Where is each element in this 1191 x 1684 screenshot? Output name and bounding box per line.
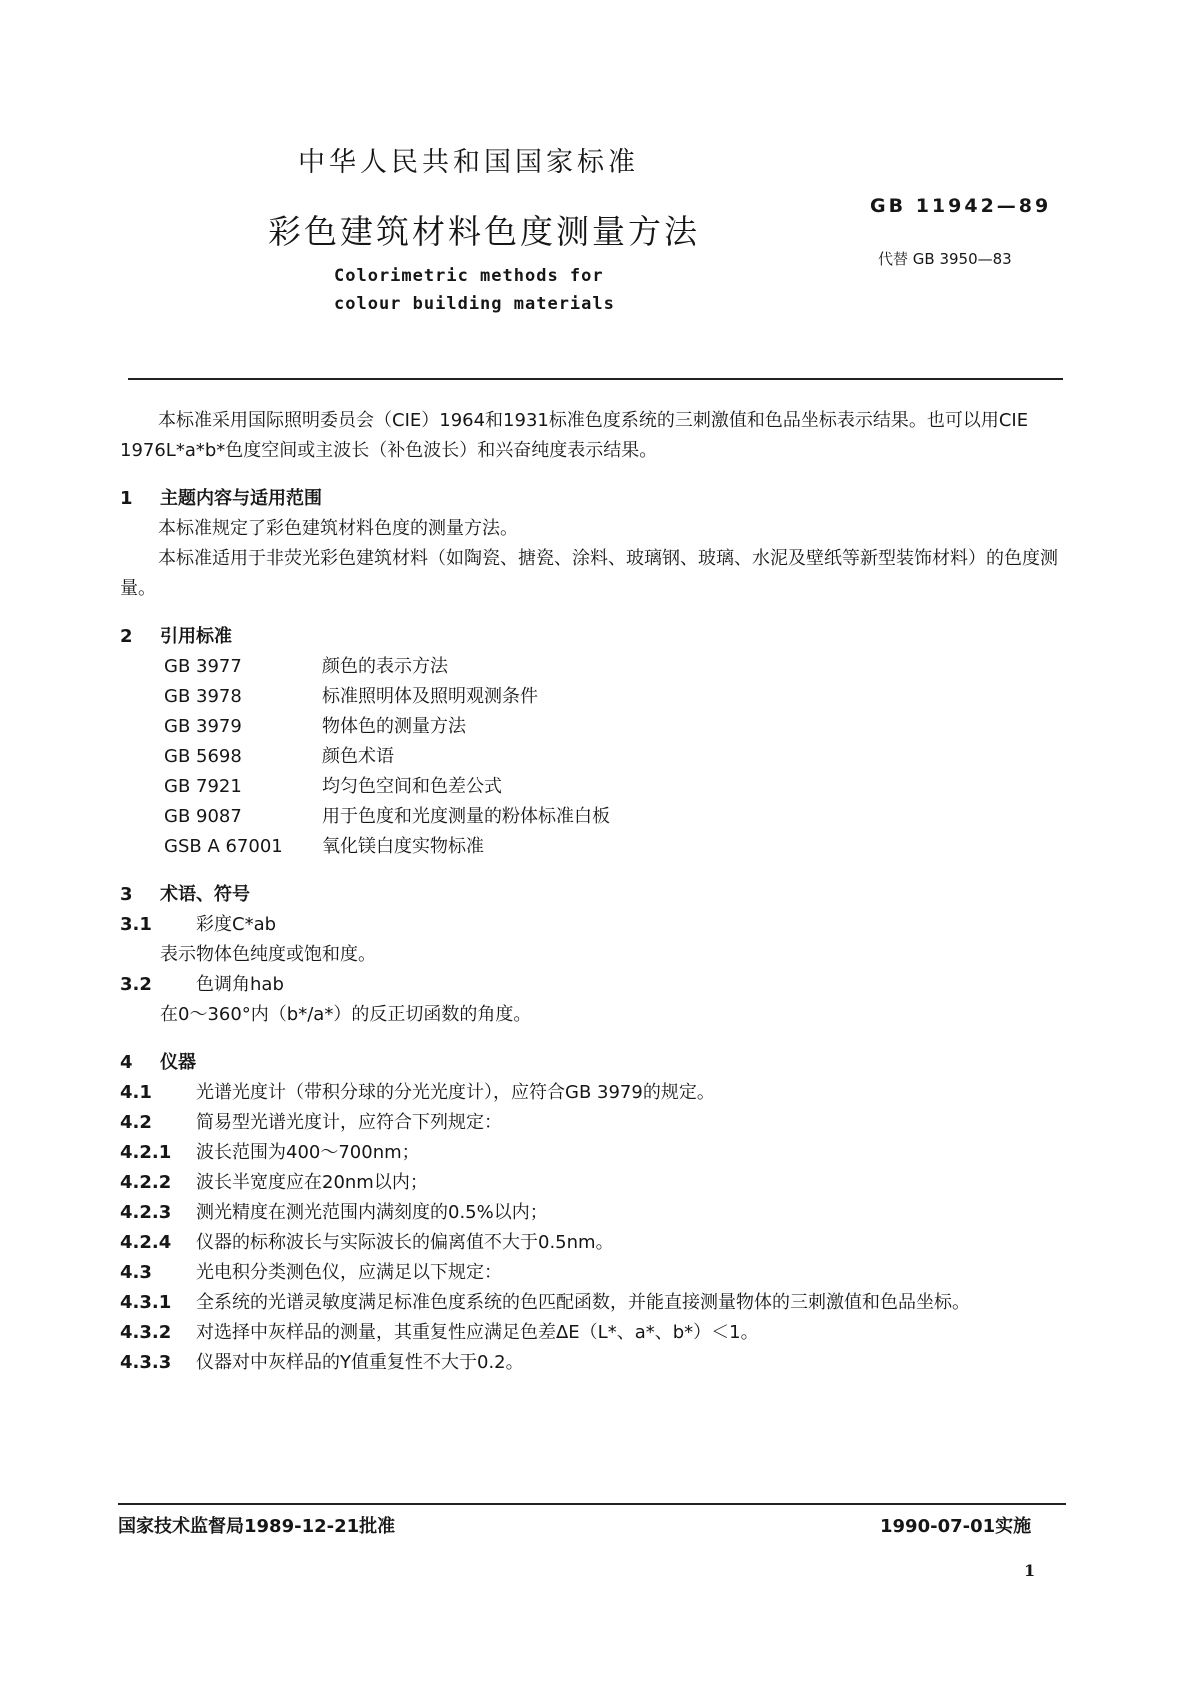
clause-number: 4.3 [120,1262,152,1283]
reference-code: GSB A 67001 [164,836,283,857]
clause-number: 3.2 [120,974,152,995]
reference-code: GB 7921 [164,776,242,797]
reference-code: GB 5698 [164,746,242,767]
effective-date: 1990-07-01实施 [880,1516,1032,1537]
section-title: 仪器 [160,1052,196,1073]
clause-item [120,1168,1070,1198]
section-2-heading [120,622,1070,652]
section-1-paragraph-2: 本标准适用于非荧光彩色建筑材料（如陶瓷、搪瓷、涂料、玻璃钢、玻璃、水泥及壁纸等新型装饰材料）的色度测量。 [120,548,1058,599]
clause-text: 光电积分类测色仪，应满足以下规定： [196,1262,502,1283]
document-title-en [334,262,615,318]
term-description: 在0～360°内（b*/a*）的反正切函数的角度。 [160,1004,532,1025]
intro-paragraph: 本标准采用国际照明委员会（CIE）1964和1931标准色度系统的三刺激值和色品坐标表示结果。也可以用CIE 1976L*a*b*色度空间或主波长（补色波长）和兴奋纯度表示结果。 [120,410,1029,461]
reference-item [120,712,1070,742]
clause-number: 4.2.4 [120,1232,172,1253]
section-title: 引用标准 [160,626,232,647]
term-description: 表示物体色纯度或饱和度。 [160,944,376,965]
clause-item [120,1198,1070,1228]
reference-code: GB 3979 [164,716,242,737]
section-title: 主题内容与适用范围 [160,488,322,509]
clause-number: 4.2.1 [120,1142,172,1163]
clause-item [120,1318,1070,1348]
title-en-line2: colour building materials [334,294,615,314]
title-en-line1: Colorimetric methods for [334,266,604,286]
reference-title: 物体色的测量方法 [322,716,466,737]
reference-code: GB 3977 [164,656,242,677]
section-number: 2 [120,626,133,647]
section-3-heading [120,880,1070,910]
reference-title: 均匀色空间和色差公式 [322,776,502,797]
bottom-divider [118,1503,1066,1505]
term-name: 色调角hab [196,974,284,995]
clause-text: 测光精度在测光范围内满刻度的0.5%以内； [196,1202,548,1223]
reference-item [120,742,1070,772]
reference-title: 氧化镁白度实物标准 [322,836,484,857]
clause-text: 简易型光谱光度计，应符合下列规定： [196,1112,502,1133]
reference-item [120,652,1070,682]
clause-text: 仪器对中灰样品的Y值重复性不大于0.2。 [196,1352,524,1373]
clause-number: 4.2.3 [120,1202,172,1223]
clause-text: 光谱光度计（带积分球的分光光度计），应符合GB 3979的规定。 [196,1082,715,1103]
term-item [120,970,1070,1000]
clause-text: 波长范围为400～700nm； [196,1142,420,1163]
document-title-cn: 彩色建筑材料色度测量方法 [268,212,700,251]
section-title: 术语、符号 [160,884,250,905]
reference-code: GB 3978 [164,686,242,707]
page-number: 1 [1024,1561,1036,1580]
clause-item [120,1258,1070,1288]
clause-text: 仪器的标称波长与实际波长的偏离值不大于0.5nm。 [196,1232,614,1253]
clause-number: 4.1 [120,1082,152,1103]
reference-code: GB 9087 [164,806,242,827]
clause-item [120,1108,1070,1138]
reference-title: 标准照明体及照明观测条件 [322,686,538,707]
clause-number: 4.3.1 [120,1292,172,1313]
term-item [120,910,1070,940]
clause-number: 4.3.2 [120,1322,172,1343]
reference-item [120,772,1070,802]
top-divider [128,378,1063,380]
approval-date: 国家技术监督局1989-12-21批准 [118,1516,396,1537]
clause-item [120,1348,1070,1378]
term-name: 彩度C*ab [196,914,277,935]
clause-number: 4.3.3 [120,1352,172,1373]
clause-number: 4.2.2 [120,1172,172,1193]
clause-text: 波长半宽度应在20nm以内； [196,1172,428,1193]
clause-number: 3.1 [120,914,152,935]
reference-title: 用于色度和光度测量的粉体标准白板 [322,806,610,827]
section-4-heading [120,1048,1070,1078]
section-number: 1 [120,488,133,509]
clause-number: 4.2 [120,1112,152,1133]
section-1-paragraph-1: 本标准规定了彩色建筑材料色度的测量方法。 [158,518,518,539]
section-number: 3 [120,884,133,905]
country-standard-heading: 中华人民共和国国家标准 [298,147,639,178]
reference-item [120,682,1070,712]
section-1-heading [120,484,1070,514]
clause-text: 全系统的光谱灵敏度满足标准色度系统的色匹配函数，并能直接测量物体的三刺激值和色品坐标。 [196,1292,970,1313]
document-body [120,406,1070,1378]
clause-item [120,1078,1070,1108]
clause-item [120,1228,1070,1258]
reference-title: 颜色的表示方法 [322,656,448,677]
reference-item [120,802,1070,832]
reference-title: 颜色术语 [322,746,394,767]
standard-number: GB 11942—89 [870,195,1052,217]
clause-item [120,1288,1070,1318]
reference-item [120,832,1070,862]
clause-text: 对选择中灰样品的测量，其重复性应满足色差ΔE（L*、a*、b*）＜1。 [196,1322,759,1343]
clause-item [120,1138,1070,1168]
replaces-standard: 代替 GB 3950—83 [878,250,1012,268]
section-number: 4 [120,1052,133,1073]
